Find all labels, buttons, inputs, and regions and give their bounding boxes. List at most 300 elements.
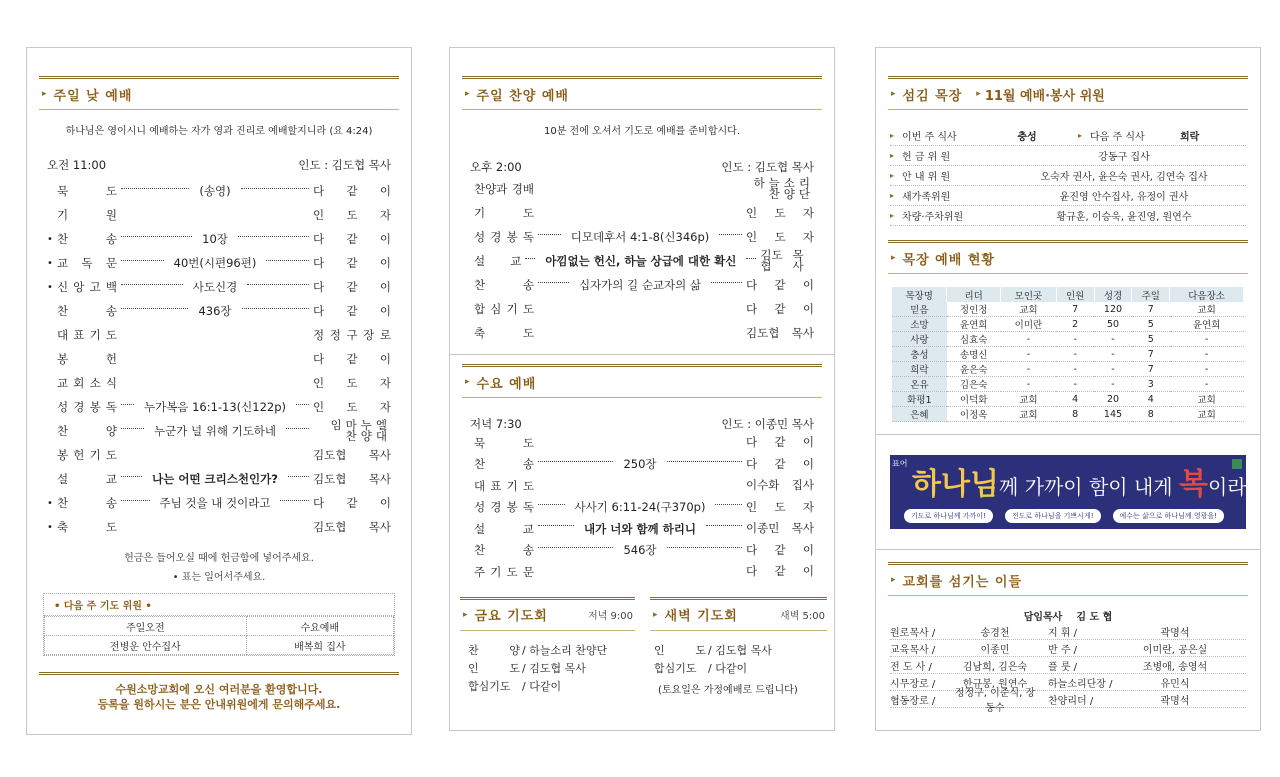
- banner-label: 표어: [892, 459, 908, 468]
- item-person: [313, 207, 391, 222]
- char: 자: [379, 207, 391, 222]
- char: 로: [379, 327, 391, 342]
- item-text: 내가 너와 함께 하리니: [584, 521, 696, 536]
- char: 식: [105, 376, 117, 390]
- item-detail: [534, 277, 746, 293]
- item-name: [57, 279, 117, 295]
- char: 신: [57, 280, 69, 294]
- stand-marker: •: [47, 497, 53, 509]
- item-name: [474, 435, 534, 451]
- worship-item: [474, 475, 814, 497]
- table-row: [892, 332, 1244, 347]
- item-detail: [534, 333, 746, 334]
- prayer-role: [468, 678, 520, 694]
- char: 기: [474, 206, 486, 220]
- char: 합심기도: [654, 661, 697, 675]
- serve-label: 헌 금 위 원: [902, 152, 951, 163]
- item-text: 누군가 널 위해 기도하네: [153, 424, 277, 438]
- service-info: [470, 416, 814, 432]
- worship-item: [474, 497, 814, 519]
- worship-item: [474, 249, 814, 273]
- char: 독: [522, 230, 534, 244]
- serve-list: [890, 126, 1246, 226]
- char: 같: [346, 183, 358, 198]
- worship-item: [47, 299, 391, 323]
- item-detail: [534, 213, 746, 214]
- char: 성: [474, 230, 486, 244]
- table-cell: 온유: [892, 377, 947, 392]
- char: 이: [379, 495, 391, 510]
- item-detail: [534, 309, 746, 310]
- prayer-committee: [43, 593, 395, 656]
- item-person: [313, 420, 391, 442]
- banner-ref: (시: [1246, 487, 1258, 496]
- char: 주: [474, 564, 486, 579]
- item-person: [313, 231, 391, 246]
- worship-item: [47, 203, 391, 227]
- char: 묵: [57, 184, 69, 198]
- char: 회: [73, 376, 85, 390]
- table-cell: -: [1001, 362, 1057, 377]
- column-header: 인원: [1056, 287, 1094, 302]
- table-cell: 145: [1094, 407, 1132, 422]
- table-cell: 4: [1056, 392, 1094, 407]
- banner-word: 복: [1178, 467, 1208, 502]
- serve-row: [890, 186, 1246, 206]
- item-detail: [117, 231, 313, 247]
- prayer-committee-title: • 다음 주 기도 위원 •: [44, 594, 394, 616]
- banner-pills: [904, 509, 1224, 523]
- item-text: 아낌없는 헌신, 하늘 상급에 대한 확신: [545, 254, 737, 268]
- char: 기: [89, 448, 101, 462]
- column-header: 성경: [1094, 287, 1132, 302]
- char: 성: [474, 500, 486, 515]
- item-person: [313, 303, 391, 318]
- leader-dots: [746, 258, 756, 259]
- char: 송: [522, 278, 534, 292]
- char: 같: [774, 542, 786, 557]
- char: 이: [802, 456, 814, 471]
- person-part: 목사: [792, 248, 804, 273]
- char: 교: [510, 254, 522, 268]
- char: 다: [313, 303, 325, 318]
- person-part: 목사: [368, 471, 391, 486]
- column-header: 목장명: [892, 287, 947, 302]
- serve-label: 다음 주 식사: [1090, 132, 1145, 143]
- item-detail: [117, 359, 313, 360]
- stand-marker: •: [47, 233, 53, 245]
- leader-dots: [667, 547, 742, 548]
- table-cell: 50: [1094, 317, 1132, 332]
- person-part: 김도협: [313, 519, 347, 534]
- char: 문: [522, 564, 534, 579]
- table-cell: 심효숙: [947, 332, 1001, 347]
- person-part: 목사: [368, 519, 391, 534]
- table-header: [892, 287, 1244, 302]
- char: 이: [802, 301, 814, 316]
- leader-dots: [247, 284, 309, 285]
- char: 봉: [506, 500, 518, 515]
- staff-name: 정정구, 이준식, 장동수: [954, 688, 1036, 714]
- staff-role: 찬양리더 /: [1048, 695, 1094, 707]
- item-person: [313, 495, 391, 510]
- arrow-icon: ▸: [976, 89, 981, 99]
- prayer-row: [654, 659, 827, 677]
- table-cell: 4: [1132, 392, 1170, 407]
- person-part: 이수화: [746, 478, 780, 493]
- item-person: [746, 229, 814, 244]
- item-text: 10장: [202, 232, 228, 246]
- item-name: [474, 542, 534, 558]
- item-name: [474, 205, 534, 221]
- meal-row: [890, 126, 1246, 146]
- staff-role: 지 휘 /: [1048, 627, 1078, 639]
- person-part: 임마누엘: [330, 418, 391, 432]
- banner-word: 이라: [1207, 475, 1247, 499]
- section-header-sunday: [39, 76, 399, 110]
- section-title: 목장 예배 현황: [902, 252, 995, 268]
- char: 설: [474, 254, 486, 268]
- bullet-icon: ▸: [890, 191, 895, 200]
- char: 헌: [105, 352, 117, 366]
- char: 봉: [506, 230, 518, 244]
- leader-dots: [538, 282, 569, 283]
- verse: 하나님은 영이시니 예배하는 자가 영과 진리로 예배할지니라 (요 4:24): [65, 126, 373, 137]
- staff-row: [890, 688, 1246, 714]
- char: 다: [746, 564, 758, 579]
- char: 설: [474, 521, 486, 536]
- char: 표: [73, 328, 85, 342]
- char: 대: [474, 478, 486, 493]
- banner-pill: 예수는 삶으로 하나님께 영광을!: [1113, 509, 1224, 523]
- serve-row: [890, 206, 1246, 226]
- char: 경: [490, 500, 502, 515]
- staff-name: 조병애, 송영석: [1142, 661, 1208, 673]
- char: 도: [774, 205, 786, 220]
- table-cell: -: [1056, 347, 1094, 362]
- char: 찬: [57, 232, 69, 246]
- item-person: [760, 250, 814, 272]
- prayer-row: [468, 677, 635, 695]
- table-cell: 교회: [1170, 302, 1244, 317]
- staff-name: 이종민: [980, 644, 1010, 656]
- table-cell: 배복희 집사: [246, 636, 393, 655]
- item-detail: [117, 303, 313, 319]
- table-row: [892, 392, 1244, 407]
- dawn-list: [654, 641, 827, 677]
- table-cell: 8: [1132, 407, 1170, 422]
- staff-name: 송경천: [980, 627, 1010, 639]
- char: 다: [313, 183, 325, 198]
- person-part: 김도협: [313, 471, 347, 486]
- worship-item: [474, 321, 814, 345]
- char: 같: [774, 456, 786, 471]
- item-detail: [534, 485, 746, 486]
- item-name: [474, 325, 534, 341]
- person-part: 목사: [791, 521, 814, 536]
- worship-item: [474, 297, 814, 321]
- char: 독: [522, 500, 534, 515]
- staff-name: 유민식: [1160, 678, 1190, 690]
- worship-item: [47, 347, 391, 371]
- item-detail: [117, 455, 313, 456]
- service-info: [47, 157, 391, 173]
- leader-dots: [715, 504, 742, 505]
- serve-label: 안 내 위 원: [902, 172, 951, 183]
- leader-dots: [538, 504, 565, 505]
- table-cell: 윤연희: [1170, 317, 1244, 332]
- table-cell: 7: [1132, 362, 1170, 377]
- item-name: [474, 301, 534, 317]
- prayer-row: [468, 659, 635, 677]
- serve-value: 충성: [1017, 132, 1037, 143]
- char: 같: [346, 279, 358, 294]
- arrow-icon: ▸: [42, 89, 47, 99]
- char: 찬: [468, 643, 479, 657]
- char: 찬: [57, 424, 69, 438]
- table-cell: 7: [1132, 302, 1170, 317]
- char: 같: [346, 495, 358, 510]
- item-name: [474, 456, 534, 472]
- table-cell: 120: [1094, 302, 1132, 317]
- arrow-icon: ▸: [465, 377, 470, 387]
- staff-role: 시무장로 /: [890, 678, 936, 690]
- staff-name: 곽명석: [1160, 695, 1190, 707]
- char: 교: [105, 472, 117, 486]
- person-part: 집사: [791, 478, 814, 493]
- item-text: 디모데후서 4:1-8(신346p): [570, 230, 710, 244]
- staff-role: 플 룻 /: [1048, 661, 1078, 673]
- char: 자: [802, 205, 814, 220]
- char: 인: [746, 205, 758, 220]
- section-title: 교회를 섬기는 이들: [902, 574, 1023, 590]
- worship-item: [47, 251, 391, 275]
- item-person: [746, 499, 814, 514]
- section-title: 주일 찬양 예배: [476, 88, 569, 104]
- table-cell: -: [1094, 362, 1132, 377]
- leader-dots: [711, 282, 742, 283]
- item-name: [474, 499, 534, 515]
- char: 도: [105, 184, 117, 198]
- char: 문: [105, 256, 117, 270]
- table-cell: 충성: [892, 347, 947, 362]
- item-detail: [117, 471, 313, 487]
- item-detail: [117, 527, 313, 528]
- char: 묵: [474, 435, 486, 450]
- banner-word: 하나님: [912, 467, 999, 502]
- worship-item: [474, 540, 814, 562]
- leader-dots: [121, 404, 134, 405]
- item-person: [313, 375, 391, 390]
- staff-list: [890, 607, 1246, 714]
- item-person: [746, 301, 814, 316]
- char: 이: [379, 351, 391, 366]
- table-row: [892, 347, 1244, 362]
- table-cell: 이미란: [1001, 317, 1057, 332]
- item-detail: [534, 521, 746, 537]
- item-name: [57, 231, 117, 247]
- table-cell: 2: [1056, 317, 1094, 332]
- prayer-person: / 다같이: [708, 661, 748, 675]
- serve-value: 강동구 집사: [1098, 152, 1150, 163]
- item-person: [313, 351, 391, 366]
- table-cell: 주일오전: [45, 617, 247, 636]
- worship-item: [47, 275, 391, 299]
- item-detail: [521, 253, 760, 269]
- pastor-label: 담임목사: [1023, 611, 1063, 623]
- item-person: [746, 277, 814, 292]
- char: 기: [89, 328, 101, 342]
- char: 심: [490, 302, 502, 316]
- char: 이: [379, 183, 391, 198]
- leader-dots: [719, 234, 742, 235]
- char: 정: [313, 327, 325, 342]
- banner-pill: 기도로 하나님께 가까이!: [904, 509, 993, 523]
- staff-name: 김남희, 김은숙: [962, 661, 1028, 673]
- leader-dots: [121, 428, 144, 429]
- item-person: [313, 447, 391, 462]
- table-cell: 이정옥: [947, 407, 1001, 422]
- item-text: 250장: [623, 457, 657, 472]
- char: 인: [468, 661, 479, 675]
- table-cell: 5: [1132, 317, 1170, 332]
- serve-label: 이번 주 식사: [902, 132, 957, 143]
- friday-time: 저녁 9:00: [588, 611, 633, 622]
- order-of-wednesday: [474, 432, 814, 583]
- table-cell: 3: [1132, 377, 1170, 392]
- table-cell: -: [1056, 362, 1094, 377]
- item-detail: [534, 229, 746, 245]
- char: 같: [346, 351, 358, 366]
- section-header-praise: [462, 76, 822, 110]
- staff-row: [890, 623, 1246, 640]
- panel-sunday-worship: [26, 47, 412, 735]
- table-cell: -: [1094, 347, 1132, 362]
- item-name: [474, 478, 534, 494]
- prayer-person: / 하늘소리 찬양단: [522, 643, 608, 657]
- dawn-time: 새벽 5:00: [780, 611, 825, 622]
- worship-item: [47, 395, 391, 419]
- item-name: [474, 229, 534, 245]
- leader-dots: [538, 461, 613, 462]
- staff-row: [890, 640, 1246, 657]
- column-header: 리더: [947, 287, 1001, 302]
- char: 인: [313, 399, 325, 414]
- staff-name: 이미란, 공은실: [1142, 644, 1208, 656]
- char: 다: [746, 456, 758, 471]
- leader-dots: [288, 476, 309, 477]
- char: 송: [105, 496, 117, 510]
- item-name: [57, 351, 117, 367]
- friday-prayer: [450, 597, 635, 696]
- serve-value: 오숙자 권사, 윤은숙 권사, 김연숙 집사: [1040, 172, 1208, 183]
- char: 합심기도: [468, 679, 511, 693]
- section-header-staff: [888, 562, 1248, 596]
- item-detail: [117, 215, 313, 216]
- char: 교: [57, 256, 69, 270]
- prayer-row: [468, 641, 635, 659]
- dawn-prayer: [642, 597, 827, 696]
- char: 기: [490, 564, 502, 579]
- worship-item: [474, 432, 814, 454]
- worship-item: [47, 179, 391, 203]
- item-name: [57, 255, 117, 271]
- char: 봉: [57, 448, 69, 462]
- item-person: [746, 437, 814, 448]
- item-name: [474, 253, 521, 269]
- item-name: [57, 423, 117, 439]
- prayer-meetings: [450, 597, 834, 696]
- dawn-note: (토요일은 가정예배로 드립니다): [658, 684, 798, 696]
- staff-role: 원로목사 /: [890, 627, 936, 639]
- char: 양: [509, 643, 520, 657]
- service-time: 저녁 7:30: [470, 417, 522, 431]
- prayer-person: / 김도협 목사: [708, 643, 772, 657]
- service-leader: 인도 : 김도협 목사: [298, 158, 391, 172]
- section-header-status: [888, 240, 1248, 274]
- item-person: [746, 480, 814, 491]
- person-part: 김도협: [746, 325, 780, 340]
- serve-row: [890, 166, 1246, 186]
- char: 기: [57, 208, 69, 222]
- item-person: [746, 178, 814, 200]
- leader-dots: [242, 308, 309, 309]
- serve-value: 황규훈, 이승욱, 윤진영, 원연수: [1056, 212, 1192, 223]
- column-header: 다음장소: [1170, 287, 1244, 302]
- person-part: 김도협: [760, 248, 783, 273]
- item-text: 나는 어떤 크리스천인가?: [152, 472, 278, 486]
- table-cell: 교회: [1001, 302, 1057, 317]
- char: 원: [105, 208, 117, 222]
- worship-item: [47, 419, 391, 443]
- leader-dots: [538, 525, 574, 526]
- worship-item: [474, 201, 814, 225]
- char: 축: [474, 326, 486, 340]
- char: 구: [346, 327, 358, 342]
- char: 합: [474, 302, 486, 316]
- panel-afternoon-worship: [449, 47, 835, 731]
- table-cell: -: [1001, 332, 1057, 347]
- char: 도: [105, 328, 117, 342]
- item-detail: [117, 183, 313, 199]
- prayer-committee-table: [44, 616, 394, 655]
- staff-row: [890, 657, 1246, 674]
- bullet-icon: ▸: [890, 131, 895, 140]
- char: 다: [313, 351, 325, 366]
- char: 장: [363, 327, 375, 342]
- item-text: 사사기 6:11-24(구370p): [574, 500, 706, 515]
- table-cell: -: [1001, 377, 1057, 392]
- char: 도: [695, 643, 706, 657]
- table-cell: 화평1: [892, 392, 947, 407]
- item-name: [57, 207, 117, 223]
- worship-item: [474, 518, 814, 540]
- item-detail: [117, 495, 313, 511]
- section-title: 수요 예배: [476, 376, 537, 392]
- panel-fellowship: [875, 47, 1261, 731]
- char: 다: [313, 255, 325, 270]
- stand-note: • 표는 일어서주세요.: [172, 572, 266, 583]
- prayer-role: [654, 642, 706, 658]
- motto-banner: [890, 455, 1258, 529]
- worship-item: [47, 371, 391, 395]
- char: 같: [346, 255, 358, 270]
- char: 도: [346, 207, 358, 222]
- table-row: [892, 362, 1244, 377]
- arrow-icon: ▸: [891, 89, 896, 99]
- item-detail: [117, 335, 313, 336]
- char: 이: [802, 542, 814, 557]
